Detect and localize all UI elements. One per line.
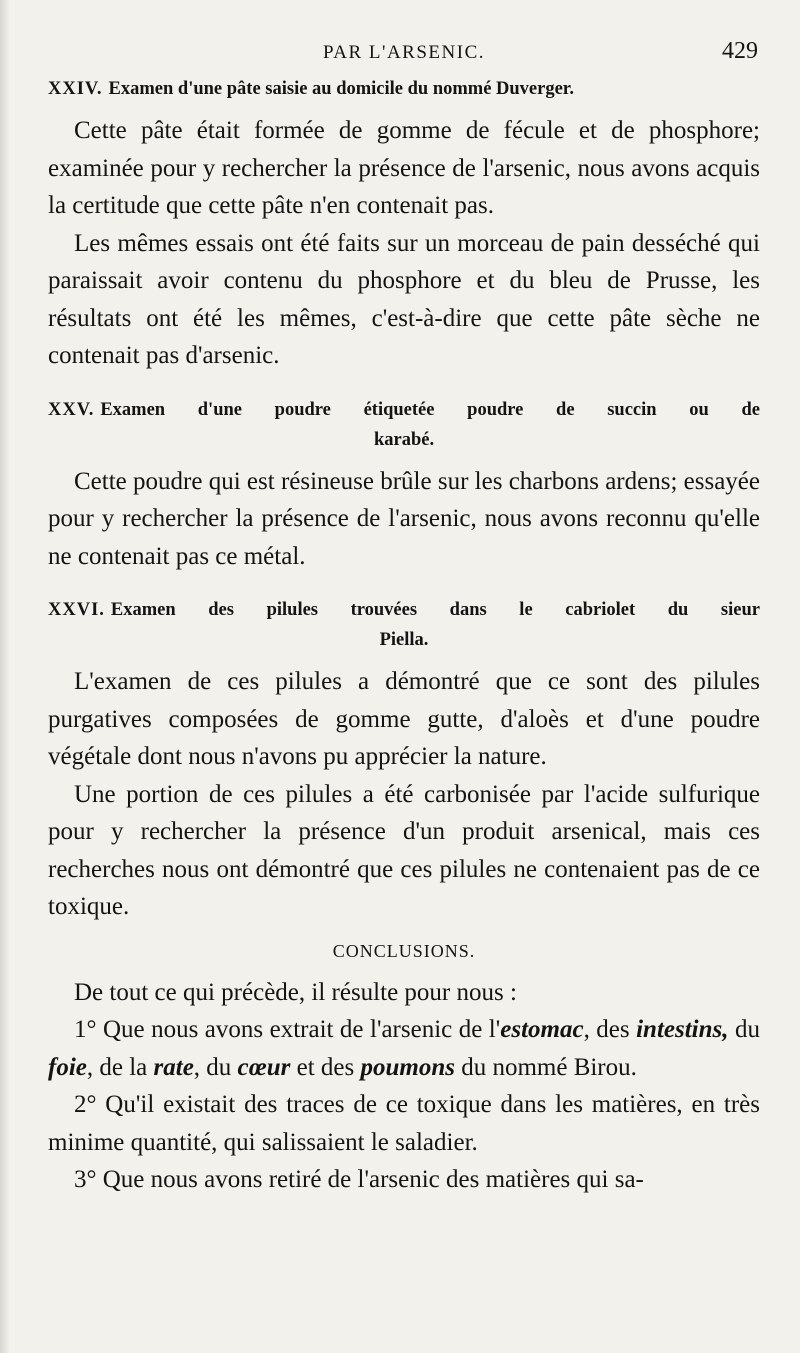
text-run: , des [583, 1016, 637, 1043]
text-run: 1° Que nous avons extrait de l'arsenic de l' [74, 1016, 501, 1043]
paragraph: Cette poudre qui est résineuse brûle sur les charbons ardens; essayée pour y rechercher la présence de l'arsenic, nous avons reconnu qu'elle ne contenait pas ce métal. [48, 467, 760, 570]
section-heading-xxvi [48, 595, 760, 655]
conclusions-heading: CONCLUSIONS. [332, 940, 476, 961]
emphasis: foie [48, 1053, 87, 1081]
text-run: , du [193, 1053, 238, 1081]
section-title: Examen des pilules trouvées dans le cabriolet du sieur [110, 600, 760, 620]
section-title-line: Piella. [379, 630, 429, 650]
emphasis: cœur [237, 1053, 291, 1081]
section-title: Examen d'une poudre étiquetée poudre de succin ou de [100, 399, 760, 420]
section-title-line [48, 395, 760, 425]
section-number: XXIV. [48, 79, 103, 99]
running-title: PAR L'ARSENIC. [322, 42, 486, 63]
paragraph: De tout ce qui précède, il résulte pour nous : [74, 978, 517, 1006]
emphasis: intestins, [636, 1016, 729, 1043]
emphasis: estomac [500, 1016, 584, 1043]
section-number: XXVI. [48, 600, 105, 620]
text-run: et des [290, 1053, 361, 1081]
emphasis: poumons [360, 1053, 455, 1081]
section-heading-xxv [48, 395, 760, 455]
paragraph: L'examen de ces pilules a démontré que ce sont des pilules purgatives composées de gomme gutte, d'aloès et d'une poudre végétale dont nous n'avons pu apprécier la nature. [48, 668, 760, 770]
paragraph: Une portion de ces pilules a été carbonisée par l'acide sulfurique pour y rechercher la présence d'un produit arsenical, mais ces recherches nous ont démontré que ces pilules ne contenaient pas de ce toxique. [48, 780, 760, 920]
page-number: 429 [722, 38, 758, 64]
section-title-line [48, 595, 760, 625]
text-run: du [728, 1016, 760, 1043]
section-heading-xxiv [48, 74, 760, 104]
section-number: XXV. [48, 399, 95, 420]
section-title-line: karabé. [373, 429, 435, 450]
text-run: , de la [86, 1053, 154, 1081]
section-title: Examen d'une pâte saisie au domicile du nommé Duverger. [108, 79, 574, 99]
text-run: du nommé Birou. [454, 1053, 637, 1081]
running-head [48, 22, 760, 68]
paragraph: Cette pâte était formée de gomme de fécule et de phosphore; examinée pour y rechercher la présence de l'arsenic, nous avons acquis la certitude que cette pâte n'en contenait pas. [48, 117, 760, 219]
conclusion-item: 2° Qu'il existait des traces de ce toxique dans les matières, en très minime quantité, qui salissaient le saladier. [48, 1091, 760, 1156]
emphasis: rate [153, 1053, 194, 1081]
conclusion-item [48, 1011, 760, 1086]
conclusion-item: 3° Que nous avons retiré de l'arsenic des matières qui sa- [74, 1166, 644, 1193]
paragraph: Les mêmes essais ont été faits sur un morceau de pain desséché qui paraissait avoir contenu du phosphore et du bleu de Prusse, les résultats ont été les mêmes, c'est-à-dire que cette pâte sèche ne contenait pas d'arsenic. [48, 229, 760, 369]
